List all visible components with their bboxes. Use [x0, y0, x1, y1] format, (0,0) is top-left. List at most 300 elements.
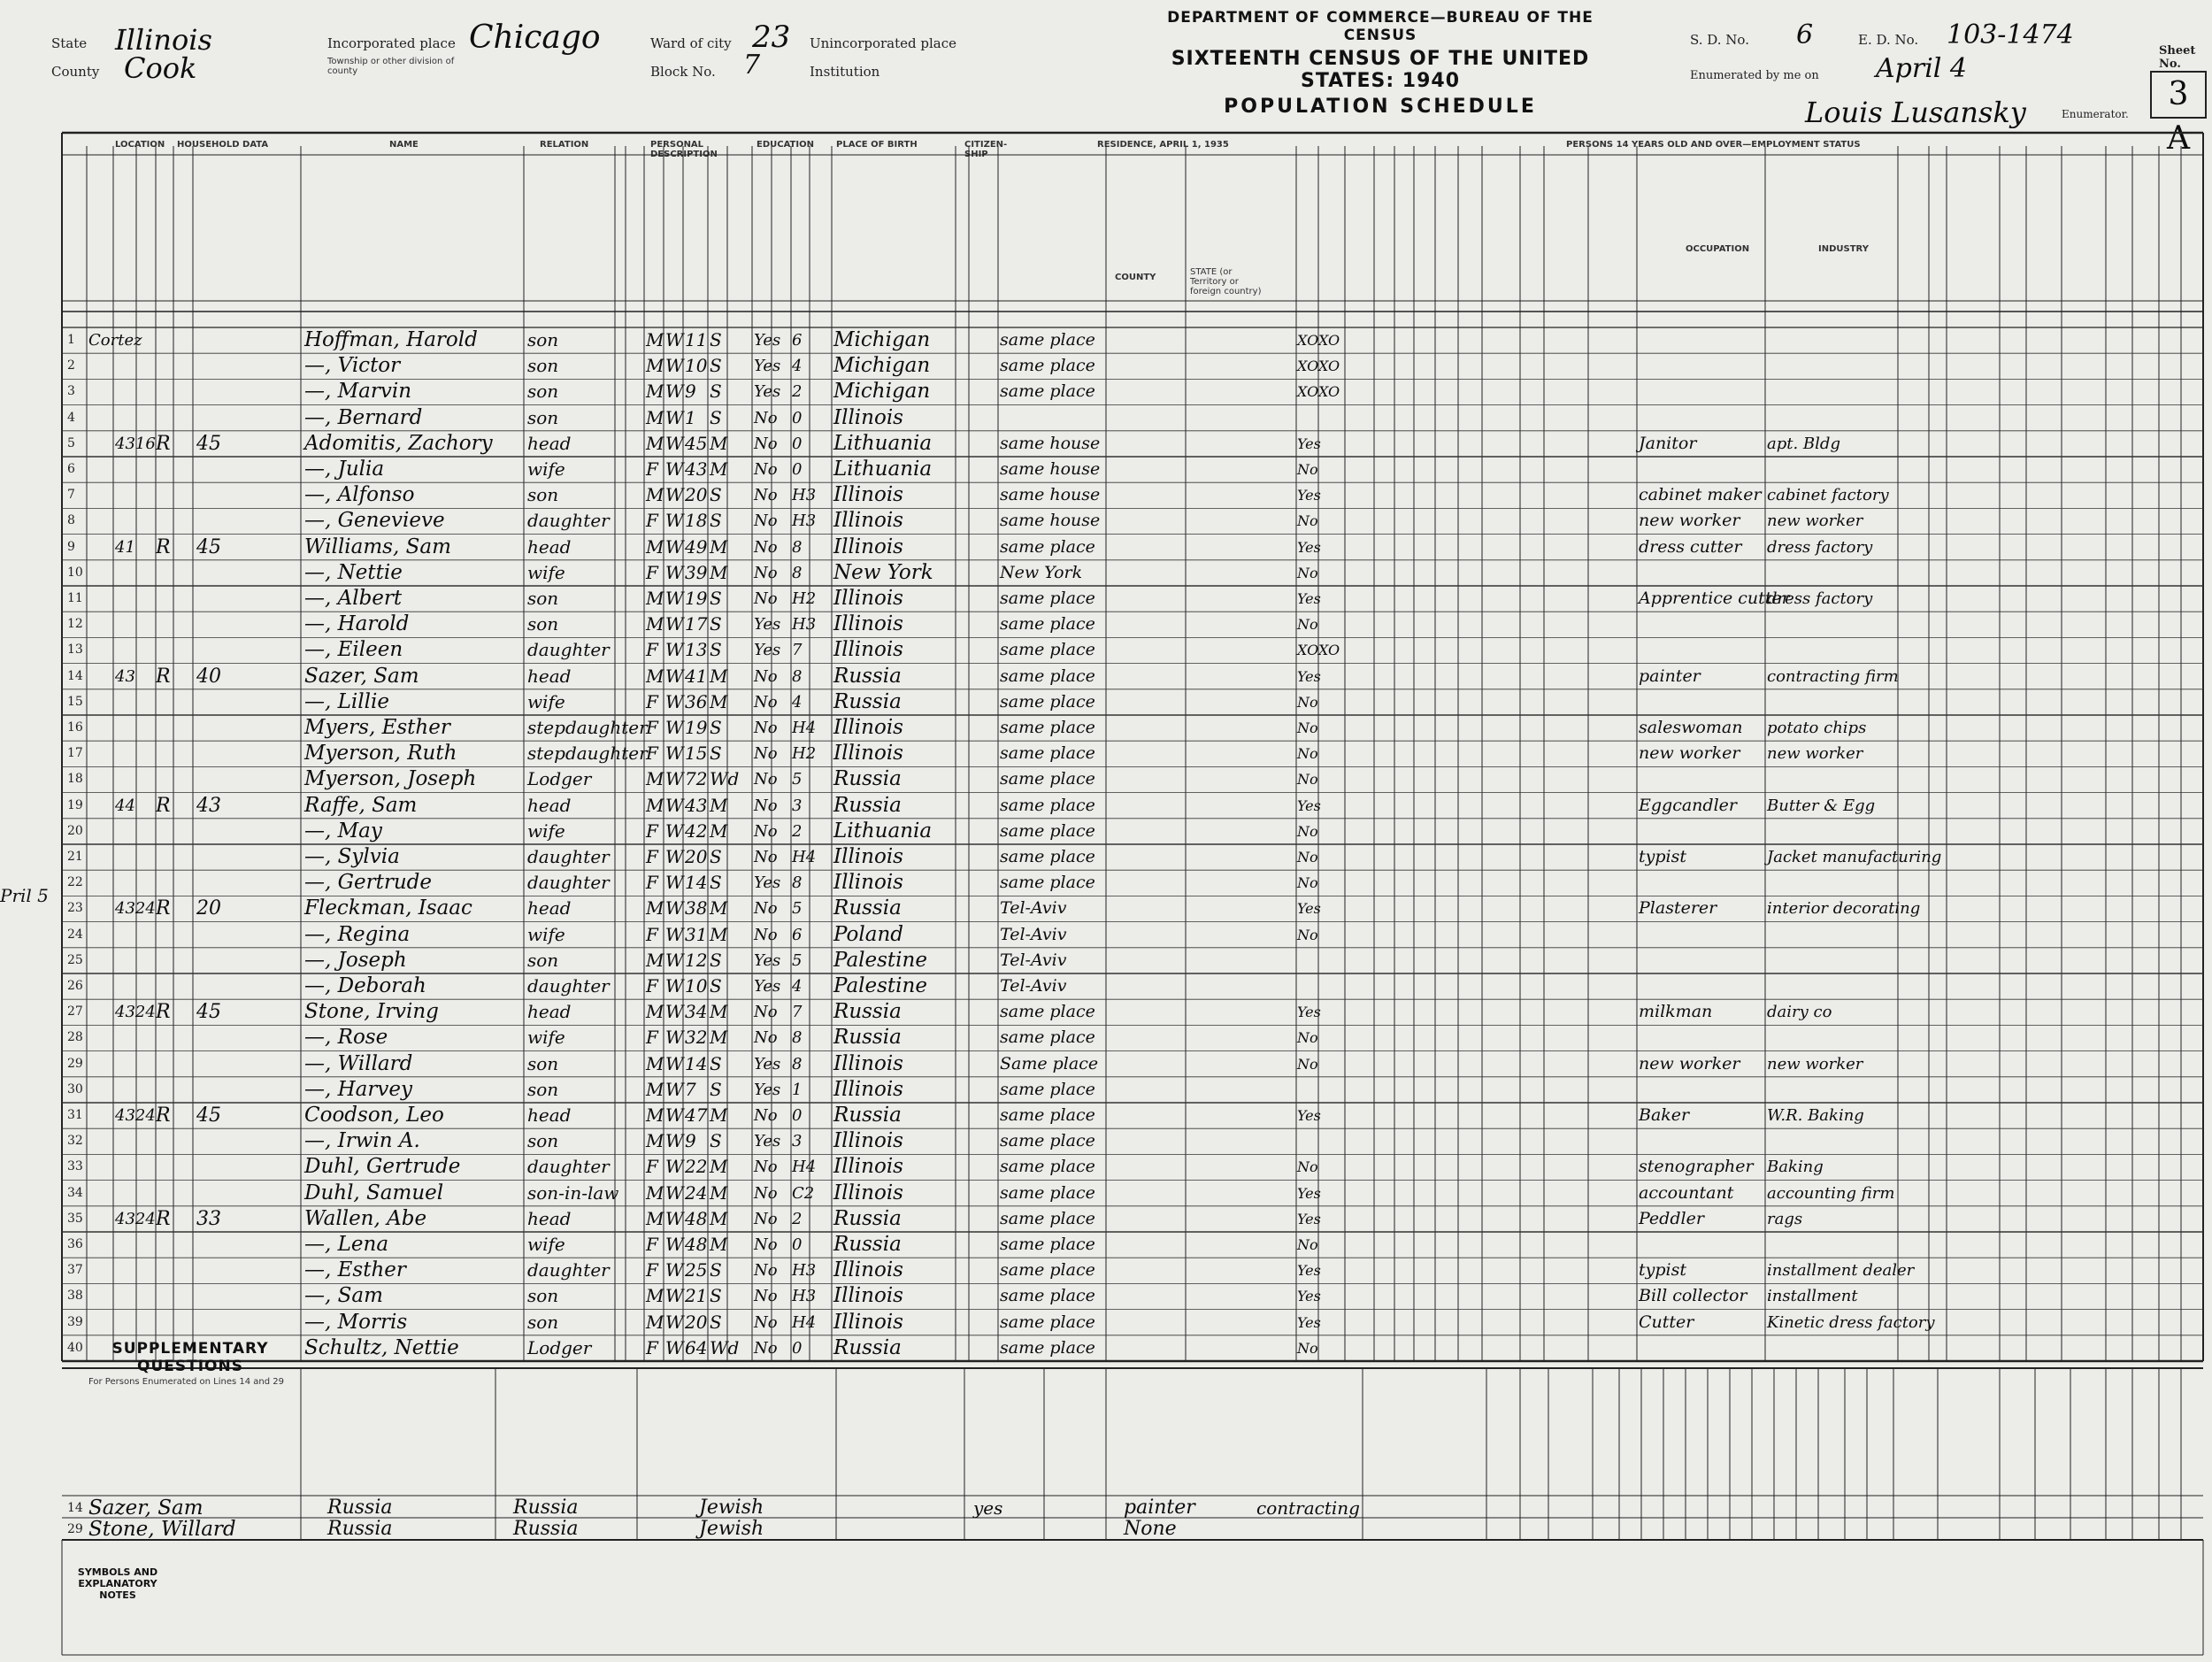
table-row [0, 612, 2212, 637]
cell-line: 20 [67, 823, 83, 838]
cell-line: 19 [67, 797, 83, 812]
table-row [0, 1025, 2212, 1050]
cell-name: —, Nettie [304, 560, 403, 584]
cell-sch: No [754, 589, 778, 608]
cell-res: same place [1000, 873, 1095, 893]
cell-sch: No [754, 770, 778, 789]
cell-res: same place [1000, 795, 1095, 815]
table-row [0, 1103, 2212, 1128]
cell-race: W [665, 1078, 684, 1100]
cell-race: W [665, 329, 684, 350]
cell-value: 45 [196, 1104, 221, 1127]
cell-sch: No [754, 537, 778, 557]
cell-occ: painter [1639, 666, 1701, 686]
table-row [0, 457, 2212, 482]
cell-ind: dairy co [1767, 1003, 1832, 1022]
cell-res: Tel-Aviv [1000, 950, 1067, 970]
cell-ind: dress factory [1767, 537, 1873, 557]
cell-line: 15 [67, 694, 83, 709]
cell-line: 24 [67, 927, 83, 942]
cell-occ: Bill collector [1639, 1286, 1747, 1306]
cell-name: —, Lillie [304, 689, 389, 713]
cell-line: 29 [67, 1056, 83, 1071]
cell-ind: new worker [1767, 1054, 1863, 1073]
cell-grade: H2 [792, 589, 817, 608]
cell-mar: M [710, 923, 728, 945]
cell-name: Myerson, Joseph [304, 767, 477, 791]
supp-cell-mother: Russia [513, 1497, 579, 1519]
cell-line: 38 [67, 1289, 83, 1304]
cell-name: —, Regina [304, 922, 411, 946]
cell-age: 19 [685, 717, 708, 738]
cell-name: —, Esther [304, 1258, 406, 1282]
cell-sex: M [646, 1104, 664, 1126]
cell-name: Raffe, Sam [304, 793, 418, 817]
cell-res: same place [1000, 1208, 1095, 1228]
cell-race: W [665, 535, 684, 558]
cell-wk: Yes [1297, 1262, 1321, 1280]
cell-age: 42 [685, 819, 708, 842]
cell-grade: 3 [792, 796, 803, 815]
cell-sch: Yes [754, 641, 781, 660]
cell-own: R [156, 535, 171, 558]
cell-birth: Russia [833, 1206, 902, 1230]
cell-mar: S [710, 975, 722, 996]
cell-sch: Yes [754, 1080, 781, 1099]
cell-wk: Yes [1297, 1210, 1321, 1227]
cell-wk: No [1297, 771, 1318, 789]
cell-grade: 0 [792, 460, 803, 479]
cell-occ: dress cutter [1639, 536, 1742, 557]
cell-mar: S [710, 406, 722, 428]
cell-race: W [665, 1311, 684, 1333]
ward-label: Ward of city [650, 35, 732, 51]
cell-sch: Yes [754, 1132, 781, 1151]
table-row [0, 508, 2212, 534]
cell-sch: No [754, 1183, 778, 1203]
cell-sch: No [754, 1287, 778, 1306]
cell-birth: Illinois [833, 742, 903, 766]
cell-race: W [665, 794, 684, 816]
cell-res: same place [1000, 589, 1095, 608]
cell-value: 20 [196, 897, 221, 920]
sheet-label: Sheet No. [2159, 44, 2196, 71]
ward-value: 23 [752, 19, 791, 55]
cell-race: W [665, 432, 684, 454]
cell-rel: head [527, 1001, 572, 1023]
enumerator-signature: Louis Lusansky [1805, 96, 2026, 129]
table-row [0, 1283, 2212, 1309]
cell-birth: Russia [833, 1335, 902, 1359]
cell-rel: son [527, 329, 559, 350]
table-row [0, 1181, 2212, 1206]
cell-wk: Yes [1297, 1184, 1321, 1202]
supplementary-sub: For Persons Enumerated on Lines 14 and 29 [88, 1377, 285, 1387]
cell-wk: No [1297, 693, 1318, 711]
cell-wk: Yes [1297, 1288, 1321, 1305]
cell-birth: Russia [833, 896, 902, 920]
cell-age: 38 [685, 897, 708, 919]
cell-res: same place [1000, 847, 1095, 866]
cell-line: 32 [67, 1134, 83, 1149]
cell-own: R [156, 897, 171, 920]
cell-race: W [665, 613, 684, 635]
cell-mar: M [710, 1104, 728, 1126]
cell-birth: Palestine [833, 974, 927, 997]
cell-wk: No [1297, 461, 1318, 478]
cell-sex: M [646, 768, 664, 790]
cell-age: 45 [685, 432, 708, 454]
cell-name: Duhl, Samuel [304, 1181, 444, 1204]
cell-name: —, Julia [304, 458, 385, 481]
cell-mar: M [710, 794, 728, 816]
cell-birth: Russia [833, 793, 902, 817]
cell-name: —, Victor [304, 354, 401, 378]
cell-race: W [665, 1285, 684, 1307]
cell-sex: F [646, 690, 658, 712]
cell-age: 11 [685, 329, 708, 350]
supp-cell-mother: Russia [513, 1518, 579, 1540]
cell-race: W [665, 561, 684, 583]
cell-age: 24 [685, 1181, 708, 1204]
cell-birth: Illinois [833, 587, 903, 610]
cell-name: —, Rose [304, 1026, 388, 1050]
cell-mar: M [710, 1156, 728, 1178]
cell-age: 15 [685, 743, 708, 765]
supplementary-row [0, 1497, 2212, 1519]
cell-race: W [665, 768, 684, 790]
table-row [0, 793, 2212, 819]
cell-birth: Illinois [833, 1051, 903, 1075]
cell-age: 43 [685, 794, 708, 816]
cell-sex: M [646, 1207, 664, 1229]
cell-mar: S [710, 355, 722, 377]
cell-grade: 2 [792, 821, 803, 841]
cell-birth: Illinois [833, 1129, 903, 1153]
cell-ind: contracting firm [1767, 666, 1899, 686]
cell-grade: H3 [792, 512, 817, 531]
cell-occ: Janitor [1639, 433, 1697, 453]
table-row [0, 327, 2212, 353]
supp-cell-tongue: Jewish [699, 1518, 764, 1540]
cell-race: W [665, 1234, 684, 1255]
cell-wk: Yes [1297, 796, 1321, 814]
cell-line: 4 [67, 410, 75, 425]
cell-rel: son [527, 588, 559, 609]
supp-cell-father: Russia [327, 1518, 393, 1540]
cell-age: 36 [685, 690, 708, 712]
cell-mar: M [710, 819, 728, 842]
cell-birth: Russia [833, 689, 902, 713]
cell-house: 4324 [115, 1106, 156, 1125]
cell-sch: No [754, 408, 778, 427]
supplementary-title: SUPPLEMENTARY QUESTIONS [111, 1340, 269, 1375]
cell-sch: No [754, 796, 778, 815]
cell-rel: stepdaughter [527, 717, 648, 738]
cell-grade: 8 [792, 537, 803, 557]
cell-line: 36 [67, 1237, 83, 1251]
cell-age: 72 [685, 768, 708, 790]
cell-mar: M [710, 535, 728, 558]
block-label: Block No. [650, 64, 716, 80]
cell-race: W [665, 717, 684, 738]
cell-race: W [665, 1130, 684, 1152]
cell-sex: F [646, 872, 658, 894]
cell-birth: Illinois [833, 612, 903, 636]
cell-sex: M [646, 1078, 664, 1100]
enumerated-label: Enumerated by me on [1690, 69, 1819, 82]
cell-ind: installment [1767, 1287, 1858, 1306]
cell-line: 26 [67, 979, 83, 993]
cell-rel: head [527, 432, 572, 454]
cell-mar: S [710, 329, 722, 350]
cell-wk: No [1297, 874, 1318, 892]
cell-race: W [665, 1001, 684, 1023]
cell-grade: H2 [792, 744, 817, 764]
cell-ind: Kinetic dress factory [1767, 1312, 1935, 1332]
cell-name: Stone, Irving [304, 1000, 439, 1024]
cell-res: same place [1000, 1027, 1095, 1048]
cell-sex: F [646, 1027, 658, 1049]
cell-grade: H3 [792, 486, 817, 505]
cell-rel: head [527, 794, 572, 816]
cell-value: 45 [196, 535, 221, 558]
cell-line: 9 [67, 539, 75, 554]
table-row [0, 1335, 2212, 1361]
cell-wk: Yes [1297, 435, 1321, 452]
cell-wk: XOXO [1297, 332, 1340, 349]
cell-house: 44 [115, 796, 135, 815]
cell-name: Hoffman, Harold [304, 328, 478, 351]
cell-mar: S [710, 1259, 722, 1281]
incorporated-label: Incorporated place [327, 35, 456, 51]
cell-sch: No [754, 899, 778, 919]
cell-birth: Russia [833, 1026, 902, 1050]
cell-age: 39 [685, 561, 708, 583]
cell-wk: No [1297, 1029, 1318, 1047]
cell-name: —, Marvin [304, 380, 412, 404]
cell-birth: Poland [833, 922, 903, 946]
cell-wk: No [1297, 564, 1318, 581]
cell-rel: daughter [527, 975, 610, 996]
cell-sex: M [646, 381, 664, 403]
cell-name: —, Sylvia [304, 845, 400, 868]
cell-res: Tel-Aviv [1000, 898, 1067, 919]
cell-grade: 2 [792, 1209, 803, 1228]
cell-res: Tel-Aviv [1000, 924, 1067, 944]
cell-grade: 1 [792, 1080, 803, 1099]
cell-sch: No [754, 563, 778, 582]
cell-rel: son [527, 355, 559, 377]
cell-mar: M [710, 665, 728, 687]
cell-rel: wife [527, 561, 565, 583]
cell-age: 21 [685, 1285, 708, 1307]
cell-sex: M [646, 432, 664, 454]
cell-mar: Wd [710, 768, 740, 790]
cell-sex: F [646, 1259, 658, 1281]
cell-res: same place [1000, 1260, 1095, 1281]
cell-race: W [665, 846, 684, 867]
enumeration-date: April 4 [1876, 53, 1968, 84]
cell-line: 5 [67, 435, 75, 450]
cell-mar: S [710, 484, 722, 506]
cell-sch: No [754, 1338, 778, 1358]
cell-line: 25 [67, 952, 83, 967]
cell-sch: Yes [754, 977, 781, 996]
cell-race: W [665, 406, 684, 428]
cell-res: same place [1000, 1182, 1095, 1203]
cell-race: W [665, 1181, 684, 1204]
cell-age: 34 [685, 1001, 708, 1023]
township-label: Township or other division of county [327, 57, 455, 76]
cell-rel: son [527, 949, 559, 971]
cell-birth: Illinois [833, 483, 903, 507]
cell-name: —, Bernard [304, 405, 423, 429]
cell-age: 48 [685, 1207, 708, 1229]
cell-grade: H4 [792, 848, 817, 866]
supp-cell-tongue: Jewish [699, 1497, 764, 1519]
cell-rel: daughter [527, 846, 610, 867]
cell-sex: F [646, 846, 658, 867]
cell-race: W [665, 690, 684, 712]
cell-res: same place [1000, 1002, 1095, 1022]
cell-line: 18 [67, 772, 83, 787]
cell-rel: head [527, 1207, 572, 1229]
sheet-number: 3 A [2167, 76, 2190, 157]
cell-sex: M [646, 1311, 664, 1333]
cell-grade: H3 [792, 615, 817, 635]
cell-occ: typist [1639, 847, 1686, 866]
cell-mar: M [710, 432, 728, 454]
cell-sch: No [754, 1106, 778, 1125]
cell-grade: 6 [792, 925, 803, 944]
cell-rel: head [527, 897, 572, 919]
cell-birth: Palestine [833, 948, 927, 972]
table-row [0, 715, 2212, 741]
cell-grade: 0 [792, 408, 803, 427]
cell-sch: No [754, 1003, 778, 1022]
cell-sch: No [754, 821, 778, 841]
col-res-county: COUNTY [1115, 273, 1156, 282]
cell-mar: S [710, 743, 722, 765]
table-row [0, 844, 2212, 870]
cell-own: R [156, 1207, 171, 1230]
cell-line: 16 [67, 720, 83, 735]
cell-name: —, Willard [304, 1051, 413, 1075]
col-birthplace: PLACE OF BIRTH [836, 140, 918, 150]
cell-birth: Illinois [833, 1181, 903, 1204]
cell-sch: Yes [754, 382, 781, 402]
supp-cell-name: Stone, Willard [88, 1518, 236, 1541]
cell-line: 30 [67, 1081, 83, 1096]
col-residence: RESIDENCE, APRIL 1, 1935 [1097, 140, 1229, 150]
cell-race: W [665, 1104, 684, 1126]
cell-rel: son [527, 1285, 559, 1307]
cell-race: W [665, 897, 684, 919]
cell-birth: Illinois [833, 1310, 903, 1334]
cell-rel: wife [527, 1027, 565, 1049]
cell-rel: head [527, 535, 572, 558]
unincorporated-label: Unincorporated place [810, 35, 957, 51]
table-row [0, 431, 2212, 457]
cell-wk: No [1297, 719, 1318, 736]
cell-line: 13 [67, 642, 83, 658]
cell-mar: S [710, 872, 722, 894]
cell-age: 9 [685, 381, 696, 403]
cell-sex: F [646, 717, 658, 738]
cell-wk: XOXO [1297, 642, 1340, 659]
cell-age: 32 [685, 1027, 708, 1049]
cell-res: New York [1000, 562, 1083, 582]
cell-mar: M [710, 1181, 728, 1204]
table-row [0, 1077, 2212, 1103]
cell-age: 20 [685, 846, 708, 867]
cell-name: —, May [304, 819, 382, 843]
cell-sex: M [646, 406, 664, 428]
cell-age: 18 [685, 510, 708, 532]
table-row [0, 637, 2212, 663]
col-household: HOUSEHOLD DATA [177, 140, 269, 150]
cell-sch: No [754, 512, 778, 531]
cell-rel: daughter [527, 1259, 610, 1281]
cell-rel: Lodger [527, 1336, 592, 1358]
cell-res: same place [1000, 1131, 1095, 1151]
symbols-title: SYMBOLS AND EXPLANATORY NOTES [77, 1566, 158, 1601]
cell-wk: Yes [1297, 667, 1321, 685]
cell-wk: Yes [1297, 900, 1321, 918]
cell-occ: cabinet maker [1639, 485, 1762, 505]
cell-rel: wife [527, 690, 565, 712]
cell-sch: No [754, 434, 778, 453]
cell-race: W [665, 743, 684, 765]
cell-grade: 4 [792, 357, 803, 376]
cell-birth: Russia [833, 1104, 902, 1127]
cell-line: 28 [67, 1030, 83, 1045]
cell-rel: daughter [527, 1156, 610, 1178]
cell-grade: 8 [792, 873, 803, 893]
cell-mar: M [710, 897, 728, 919]
ed-label: E. D. No. [1858, 32, 1919, 48]
cell-res: same place [1000, 718, 1095, 737]
cell-name: Coodson, Leo [304, 1104, 444, 1127]
cell-birth: Michigan [833, 380, 931, 404]
cell-mar: S [710, 588, 722, 609]
cell-age: 12 [685, 949, 708, 971]
cell-ind: W.R. Baking [1767, 1106, 1864, 1125]
cell-occ: saleswoman [1639, 718, 1743, 737]
cell-rel: son [527, 613, 559, 635]
ed-value: 103-1474 [1947, 19, 2074, 50]
cell-line: 7 [67, 488, 75, 503]
cell-res: same place [1000, 691, 1095, 712]
cell-sex: M [646, 329, 664, 350]
cell-line: 35 [67, 1211, 83, 1226]
cell-age: 41 [685, 665, 708, 687]
cell-grade: 0 [792, 434, 803, 453]
cell-name: Myers, Esther [304, 716, 450, 739]
cell-rel: daughter [527, 639, 610, 661]
cell-value: 45 [196, 432, 221, 455]
cell-race: W [665, 588, 684, 609]
cell-race: W [665, 1336, 684, 1358]
cell-sch: No [754, 1158, 778, 1177]
cell-res: same place [1000, 614, 1095, 635]
cell-rel: wife [527, 458, 565, 480]
col-education: EDUCATION [757, 140, 814, 150]
county-label: County [51, 64, 100, 80]
cell-occ: Plasterer [1639, 898, 1717, 919]
cell-occ: Apprentice cutter [1639, 589, 1790, 608]
